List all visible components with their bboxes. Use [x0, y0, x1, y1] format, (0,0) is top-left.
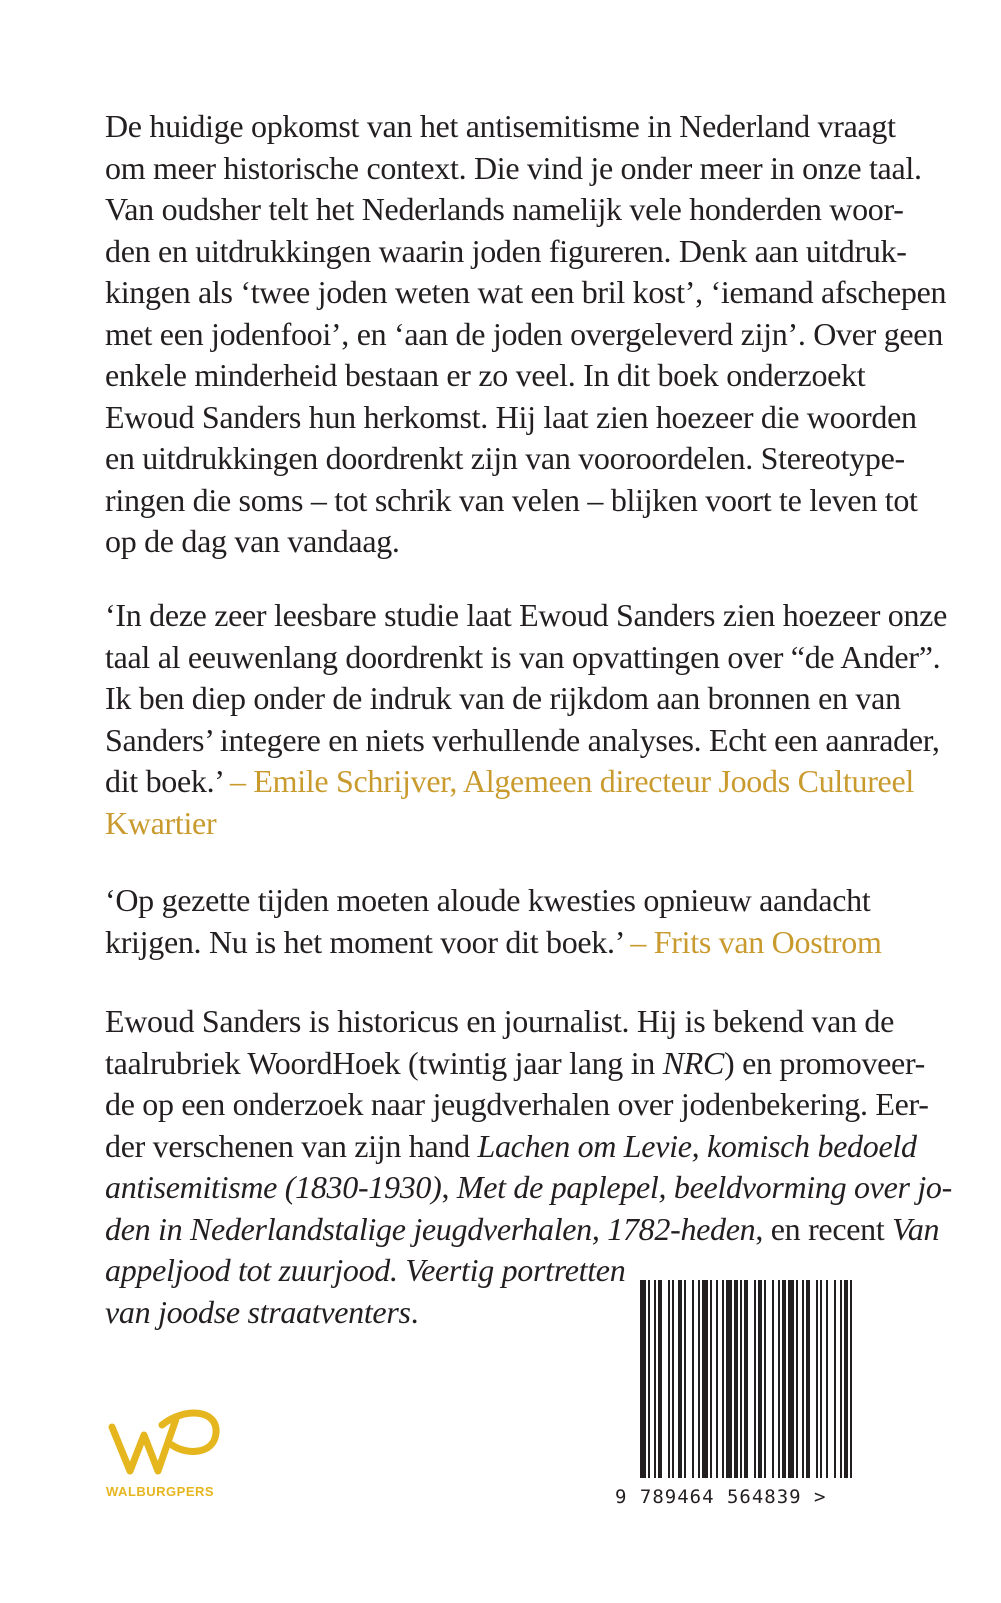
quote-line: taal al eeuwenlang doordrenkt is van opvattingen over “de Ander”.: [105, 638, 941, 675]
publisher-name: WALBURGPERS: [106, 1484, 215, 1499]
bio-text: taalrubriek WoordHoek (twintig jaar lang in: [105, 1044, 663, 1081]
barcode-bar: [648, 1280, 650, 1478]
barcode-bar: [764, 1280, 766, 1478]
book-title: van joodse straatventers: [105, 1293, 411, 1330]
quote-line-with-attribution: [105, 761, 947, 803]
description-line: met een jodenfooi’, en ‘aan de joden overgeleverd zijn’. Over geen: [105, 315, 943, 352]
barcode-bar: [806, 1280, 810, 1478]
quote-line: ‘Op gezette tijden moeten aloude kwesties opnieuw aandacht: [105, 882, 871, 918]
quote-attribution-continued: Kwartier: [105, 804, 217, 841]
bio-line: [105, 1126, 952, 1168]
barcode-bar: [758, 1280, 762, 1478]
publication-title: NRC: [662, 1044, 725, 1081]
barcode-bar: [778, 1280, 780, 1478]
barcode-bar: [788, 1280, 794, 1478]
barcode-bar: [658, 1280, 662, 1478]
description-line: Van oudsher telt het Nederlands namelijk vele honderden woor-: [105, 191, 904, 227]
description-line: Ewoud Sanders hun herkomst. Hij laat zien hoezeer die woorden: [105, 398, 917, 435]
barcode-bar: [710, 1280, 712, 1478]
book-title: den in Nederlandstalige jeugdverhalen, 1782-heden: [105, 1210, 756, 1247]
barcode-bar: [834, 1280, 836, 1478]
bio-line: [105, 1209, 952, 1251]
description-line: De huidige opkomst van het antisemitisme in Nederland vraagt: [105, 108, 896, 144]
barcode-bar: [754, 1280, 756, 1478]
barcode-bar: [698, 1280, 700, 1478]
bio-line: Ewoud Sanders is historicus en journalist. Hij is bekend van de: [105, 1003, 894, 1039]
quote-text: dit boek.’: [105, 763, 223, 799]
barcode-bar: [640, 1280, 646, 1478]
description-line: ringen die soms – tot schrik van velen – blijken voort te leven tot: [105, 481, 918, 518]
bio-text: der verschenen van zijn hand: [105, 1127, 478, 1164]
barcode-bar: [816, 1280, 818, 1478]
bio-line: [105, 1043, 952, 1085]
barcode-bar: [702, 1280, 708, 1478]
isbn-digits: 9 789464 564839 >: [615, 1486, 827, 1508]
bio-line: de op een onderzoek naar jeugdverhalen over jodenbekering. Eer-: [105, 1086, 929, 1122]
barcode-bar: [840, 1280, 842, 1478]
barcode-bar: [654, 1280, 656, 1478]
barcode-bar: [744, 1280, 748, 1478]
barcode-bar: [726, 1280, 732, 1478]
quote-line: Ik ben diep onder de indruk van de rijkdom aan bronnen en van: [105, 680, 901, 716]
bio-text: , en recent: [755, 1210, 893, 1247]
barcode-bar: [850, 1280, 852, 1478]
barcode-bar: [772, 1280, 774, 1478]
quote-attribution: – Emile Schrijver, Algemeen directeur Joods Cultureel: [222, 763, 914, 799]
barcode-bar: [826, 1280, 828, 1478]
quote-line-with-attribution: [105, 922, 882, 964]
barcode-bar: [734, 1280, 738, 1478]
barcode-bar: [716, 1280, 718, 1478]
barcode-bar: [668, 1280, 670, 1478]
description-line: op de dag van vandaag.: [105, 523, 400, 559]
barcode-bar: [678, 1280, 682, 1478]
quote-text: krijgen. Nu is het moment voor dit boek.’: [105, 923, 623, 960]
quote-attribution: – Frits van Oostrom: [622, 923, 882, 960]
bio-text: ) en promoveer-: [724, 1044, 926, 1081]
endorsement-quote-schrijver: [105, 595, 947, 844]
barcode-bar: [782, 1280, 786, 1478]
description-line: om meer historische context. Die vind je onder meer in onze taal.: [105, 149, 922, 186]
barcode-bar: [820, 1280, 822, 1478]
bio-text: .: [410, 1293, 419, 1330]
book-title: antisemitisme (1830-1930): [105, 1169, 442, 1205]
barcode-bar: [802, 1280, 804, 1478]
description-line: den en uitdrukkingen waarin joden figureren. Denk aan uitdruk-: [105, 232, 907, 269]
bio-line: [105, 1167, 952, 1209]
quote-line: Sanders’ integere en niets verhullende analyses. Echt een aanrader,: [105, 721, 940, 758]
book-title: Lachen om Levie, komisch bedoeld: [477, 1127, 917, 1164]
barcode-bar: [672, 1280, 674, 1478]
description-line: en uitdrukkingen doordrenkt zijn van vooroordelen. Stereotype-: [105, 440, 905, 476]
barcode-bar: [740, 1280, 742, 1478]
book-title: Met de paplepel, beeldvorming over jo-: [456, 1169, 952, 1205]
barcode-bar: [796, 1280, 798, 1478]
description-line: kingen als ‘twee joden weten wat een bril kost’, ‘iemand afschepen: [105, 274, 947, 310]
quote-line: ‘In deze zeer leesbare studie laat Ewoud Sanders zien hoezeer onze: [105, 597, 947, 633]
barcode-bar: [722, 1280, 724, 1478]
bio-text: ,: [441, 1169, 457, 1205]
endorsement-quote-van-oostrom: [105, 880, 882, 963]
description-line: enkele minderheid bestaan er zo veel. In dit boek onderzoekt: [105, 357, 866, 393]
book-title: Van: [892, 1210, 940, 1247]
walburg-pers-logo-icon: [106, 1405, 226, 1485]
barcode-bar: [684, 1280, 686, 1478]
book-description: [105, 106, 946, 563]
book-title: appeljood tot zuurjood. Veertig portretten: [105, 1252, 626, 1288]
barcode-bar: [844, 1280, 848, 1478]
barcode-bar: [692, 1280, 694, 1478]
isbn-barcode: [640, 1280, 902, 1478]
